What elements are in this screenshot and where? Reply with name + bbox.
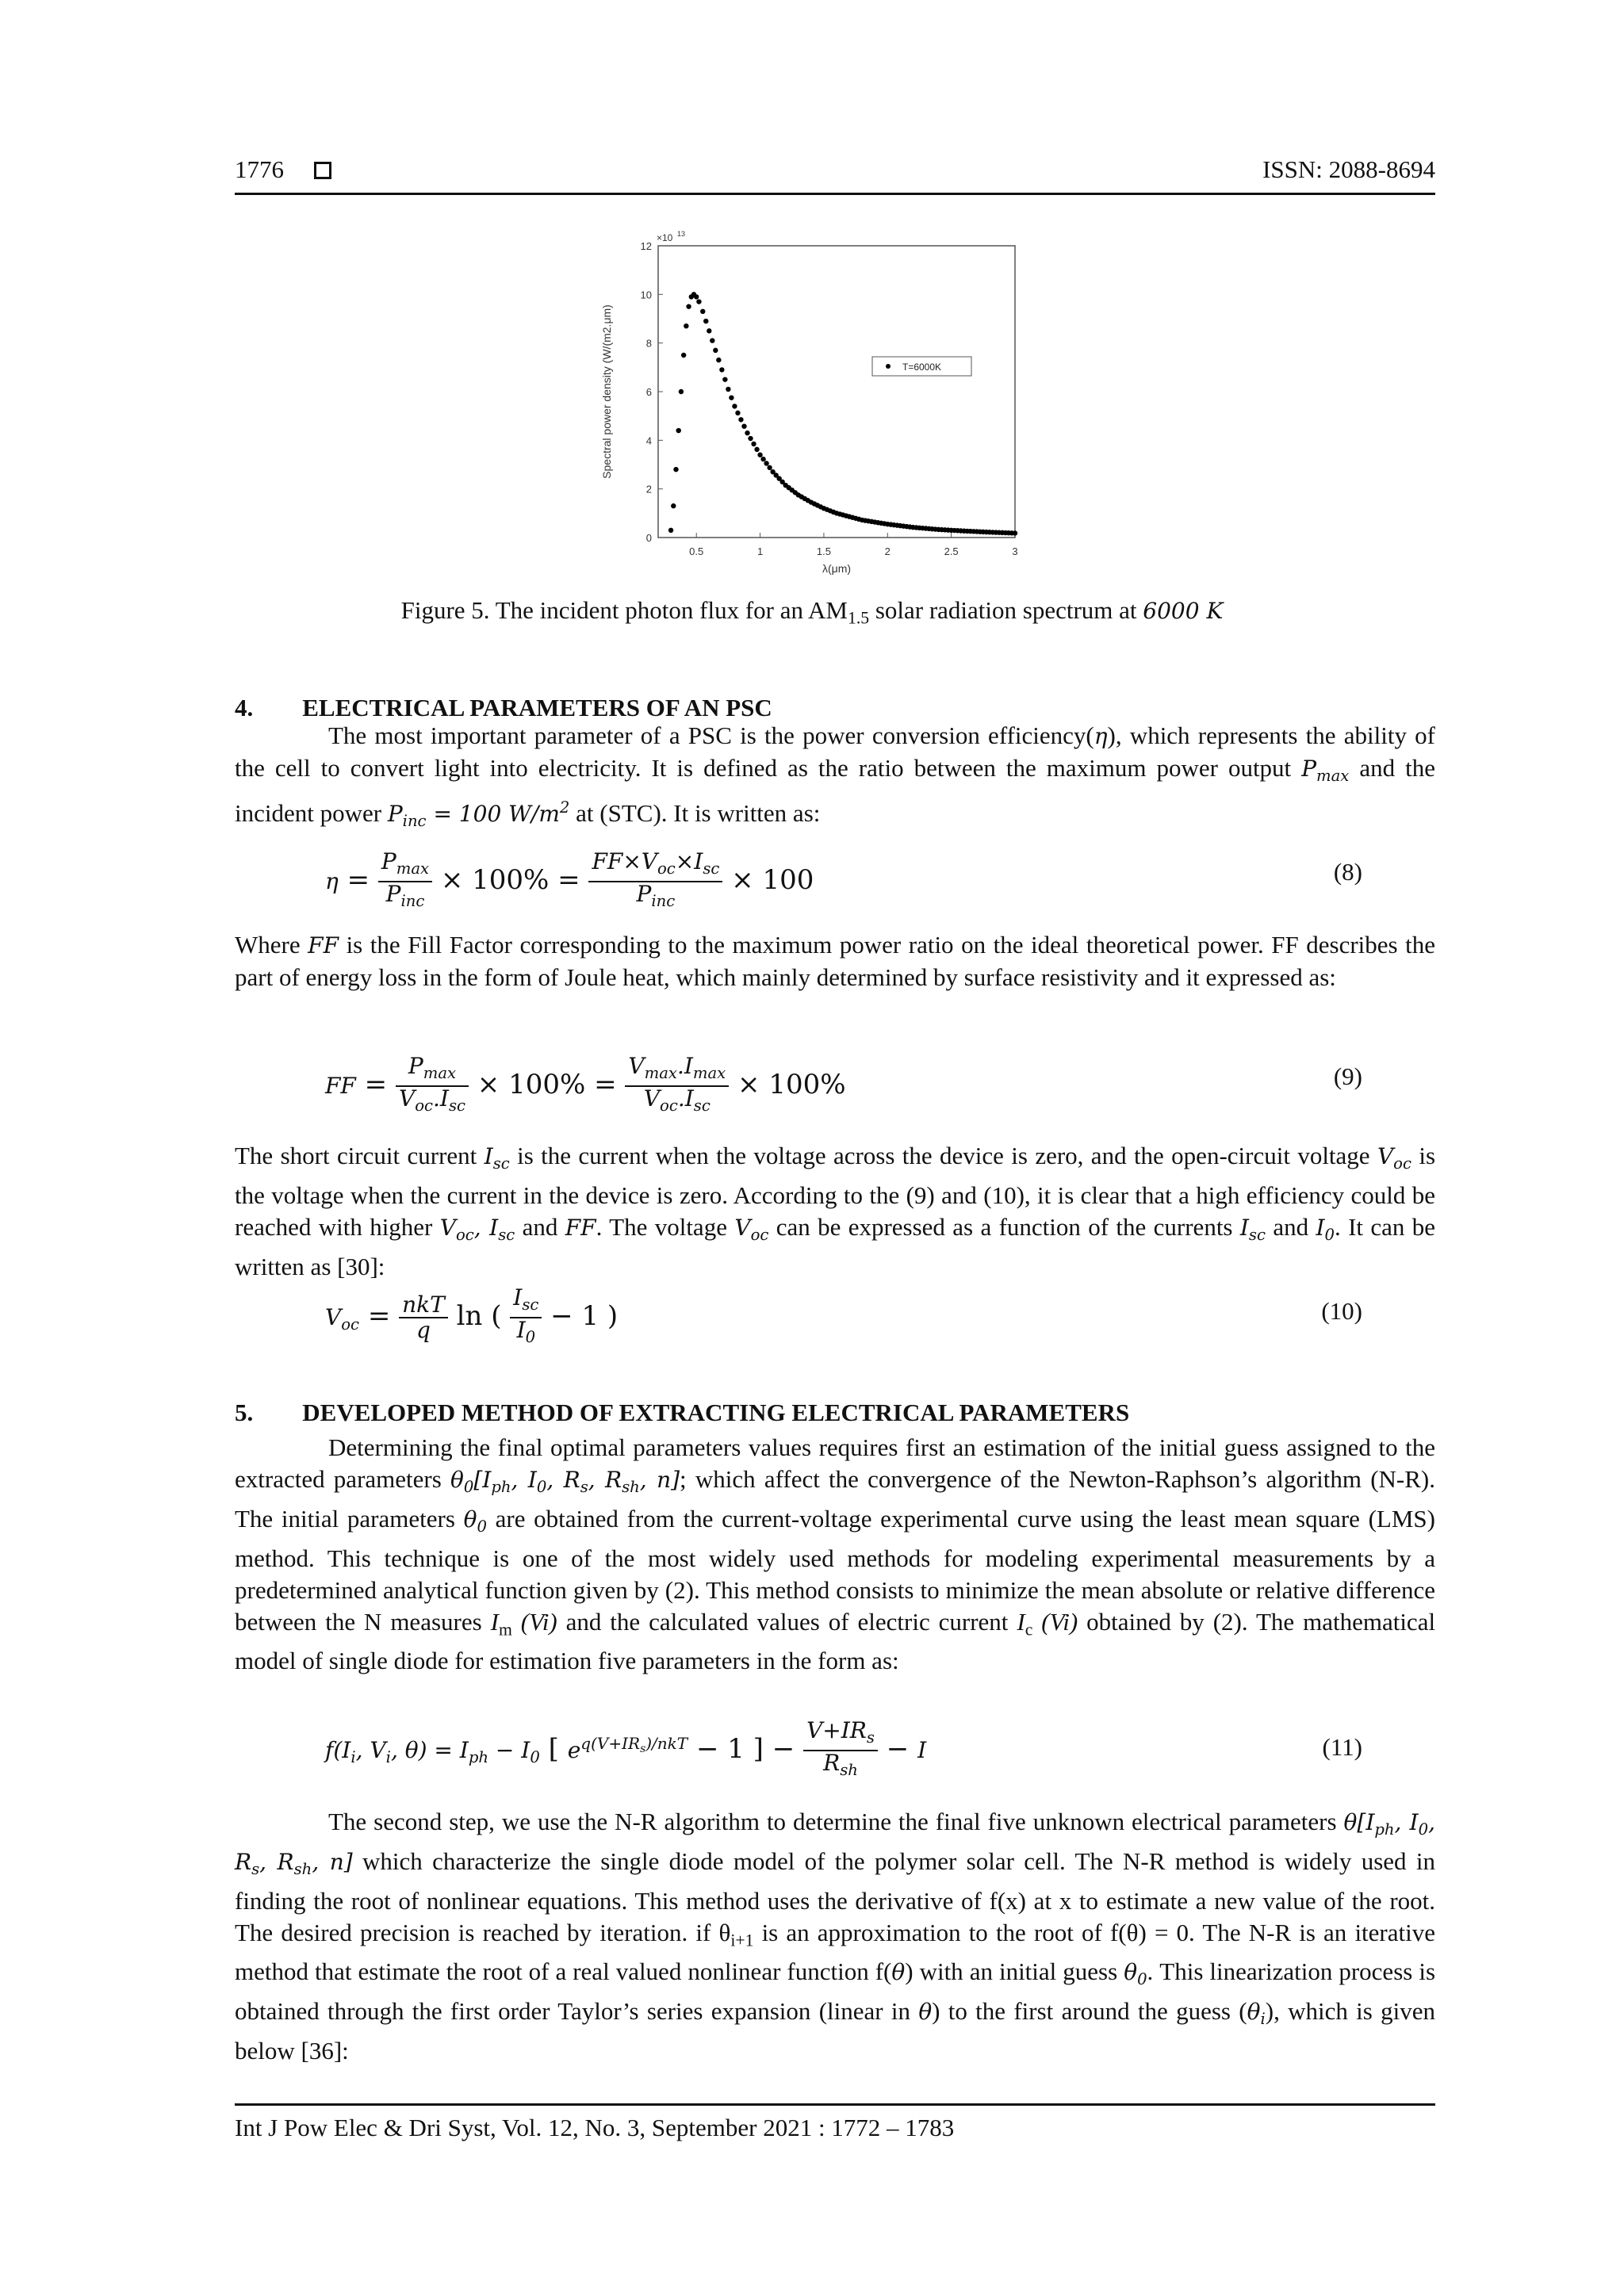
y-axis-label: Spectral power density (W/(m2.μm) [600,304,613,479]
data-point [738,417,743,422]
y-tick-label: 2 [645,483,652,496]
data-point [696,299,701,304]
data-point [719,367,724,372]
y-tick-label: 0 [645,532,652,544]
section-5-paragraph-1: Determining the final optimal parameters values requires first an estimation of the initial guess assigned to the extracted parameters $\theta_0[I_{ph}$, $I_0$, $R_s$, $R_{sh}$, n]; which affect the convergence of the Newton-Raphson’s algorithm (N-R). The initial parameters $\theta_0$ are obtained from the current-voltage experimental curve using the least mean square (LMS) method. This technique is one of the most widely used methods for modeling experimental measurements by a predetermined analytical function given by (2). This method consists to minimize the mean absolute or relative difference between the N measures $I_m$ (Vi) and the calculated values of electric current $I_c$ (Vi) obtained by (2). The mathematical model of single diode for estimation five parameters in the form as: [235,1433,1436,1675]
data-point [760,457,765,461]
data-point [684,323,688,328]
data-point [726,387,730,392]
data-point [751,442,756,446]
x-tick-label: 2 [884,545,891,557]
data-point [748,436,753,441]
data-point [673,467,678,472]
section-4-paragraph-1: The most important parameter of a PSC is the power conversion efficiency(η), which represents the ability of the cell to convert light into electricity. It is defined as the ratio between the maximum power output $P_{max}$ and the incident power $P_{inc} = 100$ $W/m^2$ at (STC). It is written as: [235,721,1435,830]
x-tick-label: 2.5 [944,545,959,557]
figure-caption: Figure 5. The incident photon flux for an $AM_{1.5}$ solar radiation spectrum at 6000 K [400,596,1224,628]
y-tick-label: 12 [640,240,652,252]
data-point [710,338,714,342]
equation-10: $V_{oc}$ = $\frac{\text{nkT}}{q}$ ln ( $\frac{I_{sc}}{I_0}$ − 1 ) [325,1284,619,1346]
data-point [754,447,759,452]
x-tick-label: 1.5 [816,545,831,557]
section-5-heading: 5. DEVELOPED METHOD OF EXTRACTING ELECTRICAL PARAMETERS [235,1399,1130,1426]
data-point [681,353,686,358]
equation-9-number: (9) [1333,1062,1362,1090]
data-point [767,465,772,470]
y-tick-label: 8 [645,337,652,350]
data-point [703,319,708,323]
data-point [757,453,762,457]
data-point [668,528,673,533]
data-point [735,411,740,415]
equation-9: FF = $\frac{P_{max}}{V_{oc}.I_{sc}}$ × 100% = $\frac{V_{max}.I_{max}}{V_{oc}.I_{sc}}$ × 100% [325,1053,846,1115]
y-tick-label: 10 [640,289,652,301]
plot-frame [658,246,1015,538]
section-4-paragraph-2: Where FF is the Fill Factor corresponding to the maximum power ratio on the ideal theoretical power. FF describes the part of energy loss in the form of Joule heat, which mainly determined by surface resistivity and it expressed as: [235,931,1436,991]
legend-label: T=6000K [902,362,942,373]
header-rule [235,193,1435,195]
x-axis-label: λ(μm) [822,562,852,575]
journal-issn: ISSN: 2088-8694 [1262,155,1435,183]
data-point [741,424,746,429]
data-point [679,389,684,394]
data-point [764,461,768,465]
data-point [707,328,711,333]
equation-8: η = $\frac{P_{max}}{P_{inc}}$ × 100% = $\frac{FF\times V_{oc}\times I_{sc}}{P_{inc}}$ × 100 [325,848,814,910]
data-point [722,377,727,381]
legend-marker [886,364,891,369]
equation-10-number: (10) [1321,1297,1362,1325]
x-tick-label: 3 [1012,545,1018,557]
data-point [732,404,737,408]
x-tick-label: 0.5 [689,545,704,557]
data-point [694,294,699,299]
box-icon [314,162,331,179]
footer-rule [235,2103,1435,2106]
section-5-paragraph-2: The second step, we use the N-R algorithm to determine the final five unknown electrical parameters $\theta[I_{ph}$, $I_0$, $R_s$, $R_{sh}$, n] which characterize the single diode model of the polymer solar cell. The N-R method is widely used in finding the root of nonlinear equations. This method uses the derivative of f(x) at x to estimate a new value of the root. The desired precision is reached by iteration. if $\theta_{i+1}$ is an approximation to the root of f(θ) = 0. The N-R is an iterative method that estimate the root of a real valued nonlinear function f(θ) with an initial guess $\theta_0$. This linearization process is obtained through the first order Taylor’s series expansion (linear in θ) to the first around the guess $(\theta_i)$, which is given below [36]: [235,1808,1436,2064]
equation-11-number: (11) [1322,1733,1362,1761]
data-point [686,304,691,308]
y-exponent-label: ×10 [657,232,673,243]
data-point [729,395,733,400]
data-point [700,309,705,314]
figure-5-chart [587,222,1063,579]
y-exponent-power: 13 [677,230,686,238]
y-tick-label: 6 [645,386,652,398]
x-tick-label: 1 [756,545,764,557]
footer-citation: Int J Pow Elec & Dri Syst, Vol. 12, No. 3, September 2021 : 1772 – 1783 [235,2114,955,2141]
equation-8-number: (8) [1333,858,1362,886]
data-point [671,503,676,508]
section-4-heading: 4. ELECTRICAL PARAMETERS OF AN PSC [235,694,772,721]
data-point [676,428,681,433]
data-point [745,430,749,435]
data-point [713,348,718,353]
y-tick-label: 4 [645,434,652,447]
section-4-paragraph-3: The short circuit current $I_{sc}$ is the current when the voltage across the device is zero, and the open-circuit voltage $V_{oc}$ is the voltage when the current in the device is zero. According to the (9) and (10), it is clear that a high efficiency could be reached with higher $V_{oc}$, $I_{sc}$ and FF. The voltage $V_{oc}$ can be expressed as a function of the currents $I_{sc}$ and $I_0$. It can be written as [30]: [235,1142,1436,1280]
page-number: 1776 [235,155,331,184]
data-point [1013,530,1017,535]
data-point [716,358,721,362]
equation-11: $f(I_i$, $V_i$, $\theta) = I_{ph} - I_0$ [ $e^{q(V+IR_s)/nkT} - 1$ ] − $\frac{V+IR_s}{R_{sh}}$ − I [325,1717,927,1779]
